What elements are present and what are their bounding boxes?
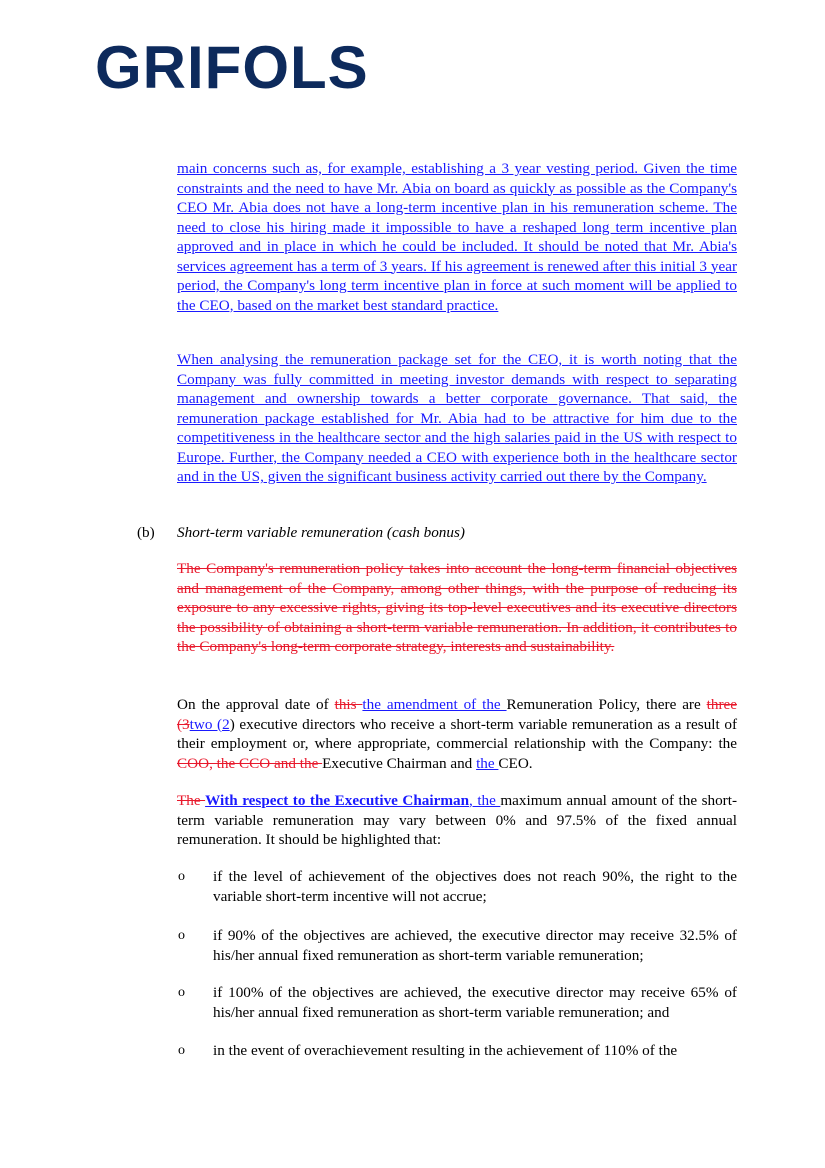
plain-text: ) executive directors who receive a short-term variable remuneration as a result of their employment or, where appropriate, commercial relationship with the Company: the <box>177 715 738 752</box>
inserted-text: the <box>476 754 499 772</box>
grifols-logo: GRIFOLS <box>95 34 369 101</box>
bullet-marker: o <box>178 1043 185 1058</box>
inserted-text: When analysing the remuneration package set for the CEO, it is worth noting that the Company was fully committed in meeting investor demands with respect to separating management and ownership towards a better corporate governance. That said, the remuneration package established for Mr. Abia had to be attractive for him due to the competitiveness in the healthcare sector and the high salaries paid in the US with respect to Europe. Further, the Company needed a CEO with experience both in the healthcare sector and in the US, given the significant business activity carried out there by the Company. <box>177 351 737 485</box>
deleted-text: The Company's remuneration policy takes into account the long-term financial objectives and management of the Company, among other things, with the purpose of reducing its exposure to any excessive rights, giving its top-level executives and its executive directors the possibility of obtaining a short-term variable remuneration. In addition, it contributes to the Company's long-term corporate strategy, interests and sustainability. <box>177 560 737 655</box>
bullet-item: if the level of achievement of the objectives does not reach 90%, the right to the variable short-term incentive will not accrue; <box>213 868 737 905</box>
plain-text: Executive Chairman and <box>322 754 477 772</box>
inserted-text: , the <box>469 792 501 809</box>
bullet-marker: o <box>178 928 185 943</box>
deleted-text: COO, the CCO and the <box>177 754 323 772</box>
bullet-marker: o <box>178 985 185 1000</box>
bullet-marker: o <box>178 869 185 884</box>
bullet-item: if 90% of the objectives are achieved, the executive director may receive 32.5% of his/her annual fixed remuneration as short-term variable remuneration; <box>213 927 737 964</box>
section-title: Short-term variable remuneration (cash bonus) <box>177 524 465 541</box>
inserted-bold-text: With respect to the Executive Chairman <box>205 792 470 809</box>
bullet-item: if 100% of the objectives are achieved, the executive director may receive 65% of his/her annual fixed remuneration as short-term variable remuneration; and <box>213 984 737 1021</box>
paragraph-ceo-package <box>177 350 737 487</box>
deleted-text: The <box>177 792 206 809</box>
plain-text: CEO. <box>498 754 533 772</box>
plain-text: On the approval date of <box>177 696 335 713</box>
paragraph-policy-deleted <box>177 559 737 657</box>
plain-text: Remuneration Policy, there are <box>506 696 707 713</box>
paragraph-executive-chairman <box>177 791 737 850</box>
inserted-text: main concerns such as, for example, establishing a 3 year vesting period. Given the time constraints and the need to have Mr. Abia on board as quickly as possible as the Company's CEO Mr. Abia does not have a long-term incentive plan in his remuneration scheme. The need to close his hiring made it impossible to have a reshaped long term incentive plan approved and in place in which he could be included. It should be noted that Mr. Abia's services agreement has a term of 3 years. If his agreement is renewed after this initial 3 year period, the Company's long term incentive plan in force at such moment will be applied to the CEO, based on the market best standard practice. <box>177 160 737 314</box>
deleted-text: three (3 <box>177 696 737 733</box>
inserted-text: two (2 <box>189 715 230 733</box>
inserted-text: the amendment of the <box>362 696 507 713</box>
paragraph-approval-date <box>177 695 737 773</box>
section-number: (b) <box>137 524 155 541</box>
paragraph-ceo-ltip <box>177 159 737 315</box>
bullet-item: in the event of overachievement resulting in the achievement of 110% of the <box>213 1042 678 1059</box>
deleted-text: this <box>334 696 363 713</box>
plain-text: maximum annual amount of the short-term variable remuneration may vary between 0% and 97.5% of the fixed annual remuneration. It should be highlighted that: <box>177 792 738 848</box>
